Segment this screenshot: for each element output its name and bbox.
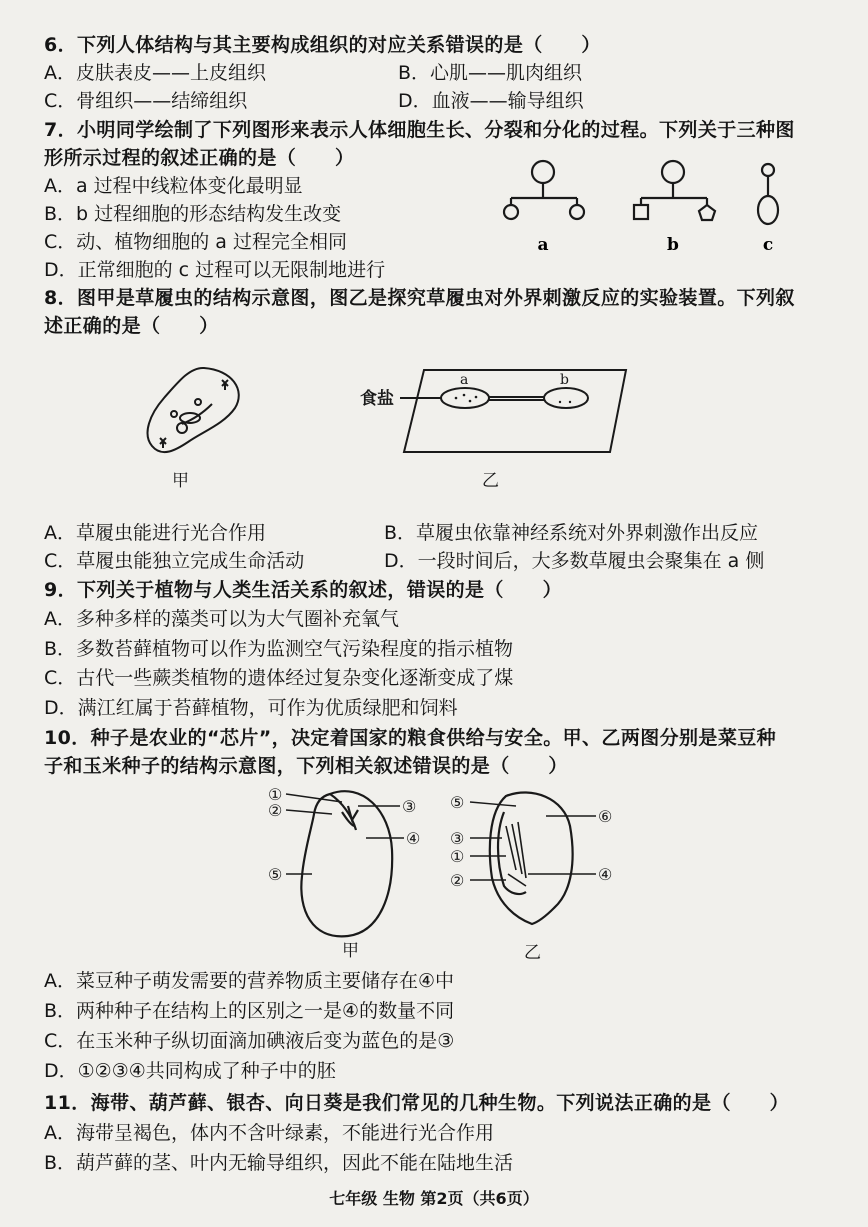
q9-stem: 9．下列关于植物与人类生活关系的叙述，错误的是（ ） xyxy=(44,579,563,601)
page-footer: 七年级 生物 第2页（共6页） xyxy=(329,1189,539,1208)
q7-option-a: A．a 过程中线粒体变化最明显 xyxy=(44,175,303,197)
q8-option-c: C．草履虫能独立完成生命活动 xyxy=(44,550,305,572)
drop-label-b: b xyxy=(560,372,569,388)
q8-option-b: B．草履虫依靠神经系统对外界刺激作出反应 xyxy=(384,522,759,544)
q8-option-d: D．一段时间后，大多数草履虫会聚集在 a 侧 xyxy=(384,550,765,572)
fig-label-jia: 甲 xyxy=(342,941,359,961)
corn-seed-diagram xyxy=(446,782,626,962)
q6-option-d: D．血液——输导组织 xyxy=(398,90,584,112)
q10-stem-line1: 10．种子是农业的“芯片”，决定着国家的粮食供给与安全。甲、乙两图分别是菜豆种 xyxy=(44,727,777,749)
fig-label-b: b xyxy=(667,235,679,255)
corn-label-3: ③ xyxy=(450,829,465,848)
q10-option-c: C．在玉米种子纵切面滴加碘液后变为蓝色的是③ xyxy=(44,1030,455,1052)
q7-option-b: B．b 过程细胞的形态结构发生改变 xyxy=(44,203,342,225)
cell-process-diagram xyxy=(490,150,810,260)
corn-label-4: ④ xyxy=(598,865,613,884)
fig-label-c: c xyxy=(762,235,774,255)
q6-option-a: A．皮肤表皮——上皮组织 xyxy=(44,62,266,84)
paramecium-diagram xyxy=(140,362,250,492)
corn-label-2: ② xyxy=(450,871,465,890)
q10-option-a: A．菜豆种子萌发需要的营养物质主要储存在④中 xyxy=(44,970,455,992)
q10-option-b: B．两种种子在结构上的区别之一是④的数量不同 xyxy=(44,1000,455,1022)
q7-option-d: D．正常细胞的 c 过程可以无限制地进行 xyxy=(44,259,386,281)
q8-stem-line2: 述正确的是（ ） xyxy=(44,315,219,337)
corn-label-1: ① xyxy=(450,847,465,866)
drop-label-a: a xyxy=(460,372,469,388)
q8-stem-line1: 8．图甲是草履虫的结构示意图，图乙是探究草履虫对外界刺激反应的实验装置。下列叙 xyxy=(44,287,795,309)
salt-experiment-diagram xyxy=(360,362,660,492)
q7-stem-line2: 形所示过程的叙述正确的是（ ） xyxy=(44,147,355,169)
q7-stem-line1: 7．小明同学绘制了下列图形来表示人体细胞生长、分裂和分化的过程。下列关于三种图 xyxy=(44,119,795,141)
q11-option-b: B．葫芦藓的茎、叶内无输导组织，因此不能在陆地生活 xyxy=(44,1152,514,1174)
q9-option-b: B．多数苔藓植物可以作为监测空气污染程度的指示植物 xyxy=(44,638,514,660)
q6-option-b: B．心肌——肌肉组织 xyxy=(398,62,583,84)
q10-option-d: D．①②③④共同构成了种子中的胚 xyxy=(44,1060,336,1082)
fig-label-yi: 乙 xyxy=(524,943,541,963)
q8-option-a: A．草履虫能进行光合作用 xyxy=(44,522,266,544)
bean-label-5: ⑤ xyxy=(268,865,283,884)
bean-label-2: ② xyxy=(268,801,283,820)
salt-label: 食盐 xyxy=(360,389,394,409)
bean-label-4: ④ xyxy=(406,829,421,848)
bean-label-3: ③ xyxy=(402,797,417,816)
fig-label-jia: 甲 xyxy=(172,471,189,491)
q11-option-a: A．海带呈褐色，体内不含叶绿素，不能进行光合作用 xyxy=(44,1122,494,1144)
q11-stem: 11．海带、葫芦藓、银杏、向日葵是我们常见的几种生物。下列说法正确的是（ ） xyxy=(44,1092,790,1114)
q6-option-c: C．骨组织——结缔组织 xyxy=(44,90,248,112)
q7-option-c: C．动、植物细胞的 a 过程完全相同 xyxy=(44,231,347,253)
fig-label-a: a xyxy=(537,235,549,255)
bean-seed-diagram xyxy=(262,782,442,960)
bean-label-1: ① xyxy=(268,785,283,804)
q9-option-a: A．多种多样的藻类可以为大气圈补充氧气 xyxy=(44,608,399,630)
q9-option-d: D．满江红属于苔藓植物，可作为优质绿肥和饲料 xyxy=(44,697,458,719)
fig-label-yi: 乙 xyxy=(482,471,499,491)
q9-option-c: C．古代一些蕨类植物的遗体经过复杂变化逐渐变成了煤 xyxy=(44,667,514,689)
q6-stem: 6．下列人体结构与其主要构成组织的对应关系错误的是（ ） xyxy=(44,34,601,56)
corn-label-6: ⑥ xyxy=(598,807,613,826)
q10-stem-line2: 子和玉米种子的结构示意图，下列相关叙述错误的是（ ） xyxy=(44,755,568,777)
corn-label-5: ⑤ xyxy=(450,793,465,812)
